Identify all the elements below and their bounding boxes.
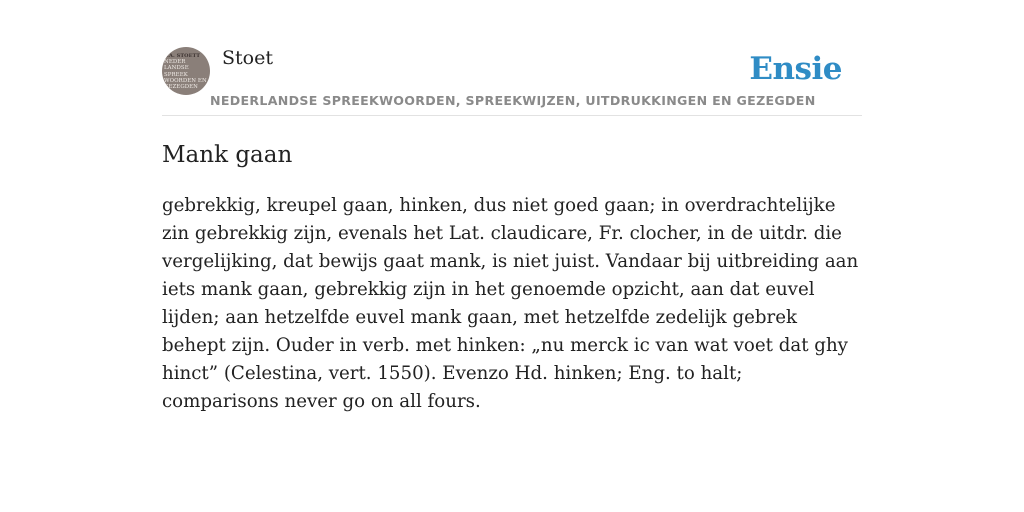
ensie-logo[interactable]: Ensie bbox=[749, 51, 842, 87]
page-container bbox=[162, 0, 862, 512]
cover-line: NEDER bbox=[164, 59, 186, 66]
entry-definition: gebrekkig, kreupel gaan, hinken, dus niet goed gaan; in overdrachtelijke zin gebrekkig zijn, evenals het Lat. claudicare, Fr. clocher, in de uitdr. die vergelijking, dat bewijs gaat mank, is niet juist. Vandaar bij uitbreiding aan iets mank gaan, gebrekkig zijn in het genoemde opzicht, aan dat euvel lijden; aan hetzelfde euvel mank gaan, met hetzelfde zedelijk gebrek behept zijn. Ouder in verb. met hinken: „nu merck ic van wat voet dat ghy hinct” (Celestina, vert. 1550). Evenzo Hd. hinken; Eng. to halt; comparisons never go on all fours. bbox=[162, 195, 859, 412]
author-link[interactable]: Stoet bbox=[222, 47, 273, 69]
book-title[interactable]: NEDERLANDSE SPREEKWOORDEN, SPREEKWIJZEN, UITDRUKKINGEN EN GEZEGDEN bbox=[210, 93, 816, 108]
cover-line: SPREEK bbox=[164, 71, 188, 78]
header bbox=[162, 0, 862, 116]
cover-line: LANDSE bbox=[164, 65, 189, 72]
book-cover-avatar[interactable] bbox=[162, 47, 210, 95]
cover-line: F.A. STOETT bbox=[164, 53, 201, 59]
entry-headword: Mank gaan bbox=[162, 142, 293, 168]
cover-line: WOORDEN EN bbox=[164, 77, 207, 84]
cover-line: GEZEGDEN bbox=[164, 84, 199, 91]
